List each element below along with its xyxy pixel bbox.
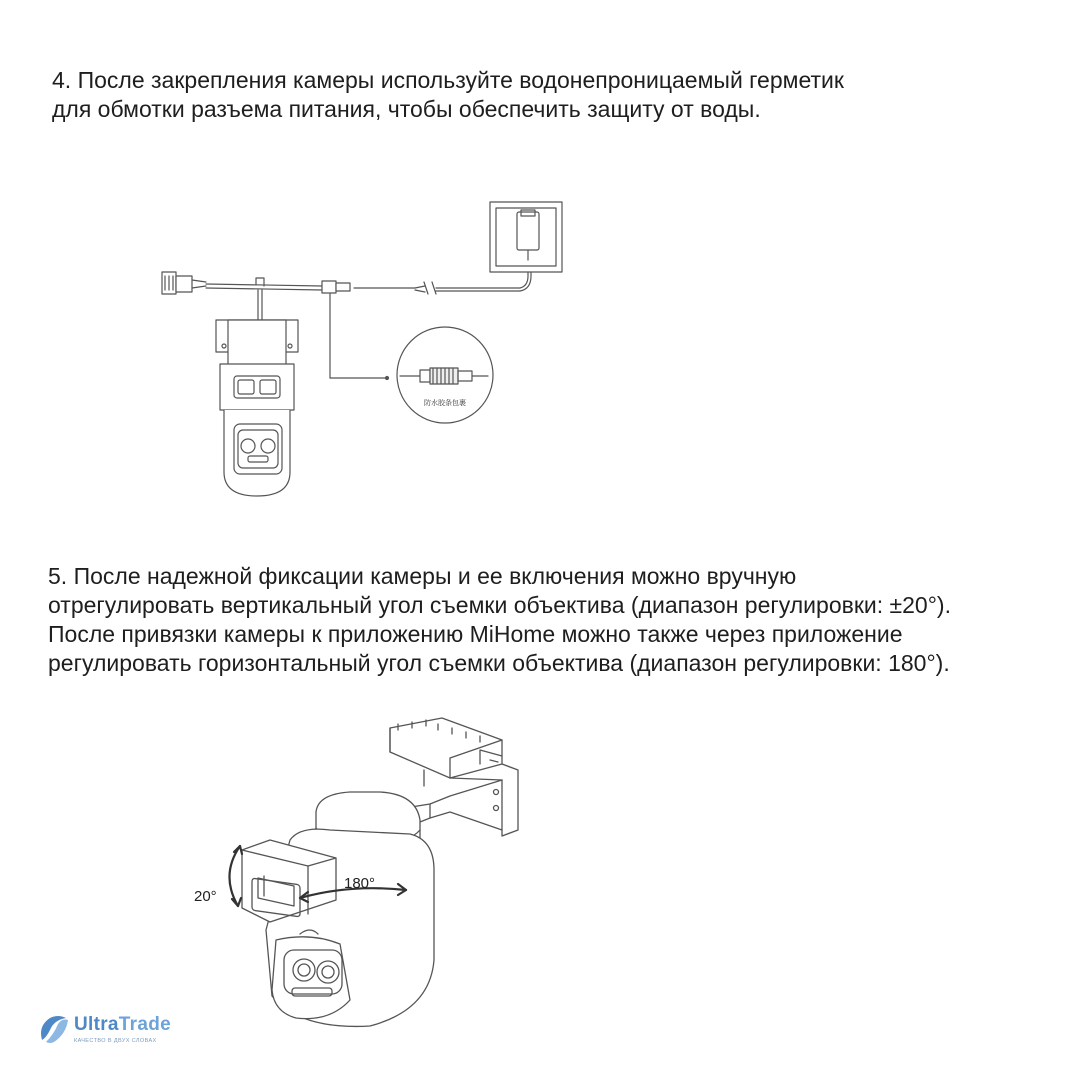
step-5-line-3: После привязки камеры к приложению MiHome можно также через приложение	[48, 621, 903, 647]
logo-word-trade: Trade	[118, 1014, 171, 1035]
step-5-line-1: 5. После надежной фиксации камеры и ее включения можно вручную	[48, 563, 797, 589]
vertical-angle-label: 20°	[194, 888, 217, 905]
camera-front-icon	[216, 320, 298, 496]
step-5-instruction	[48, 562, 951, 678]
waterproof-wiring-diagram	[140, 190, 600, 520]
vertical-tilt-arrow-icon	[229, 846, 242, 906]
waterproof-tape-callout	[397, 327, 493, 423]
step-5-line-4: регулировать горизонтальный угол съемки объектива (диапазон регулировки: 180°).	[48, 650, 950, 676]
ultratrade-logo	[36, 1012, 206, 1052]
step-4-line-2: для обмотки разъема питания, чтобы обеспечить защиту от воды.	[52, 96, 761, 122]
power-connector-icon	[322, 281, 350, 293]
logo-tagline: КАЧЕСТВО В ДВУХ СЛОВАХ	[74, 1038, 157, 1044]
camera-body-icon	[242, 792, 434, 1026]
ultratrade-logo-icon	[36, 1012, 70, 1046]
step-5-line-2: отрегулировать вертикальный угол съемки объектива (диапазон регулировки: ±20°).	[48, 592, 951, 618]
logo-wordmark	[74, 1014, 171, 1036]
step-4-instruction	[52, 66, 844, 124]
step-4-line-1: 4. После закрепления камеры используйте водонепроницаемый герметик	[52, 67, 844, 93]
waterproof-tape-caption: 防水胶条包裹	[424, 399, 466, 407]
wall-socket-adapter-icon	[490, 202, 562, 272]
ethernet-plug-icon	[162, 272, 206, 294]
camera-angle-diagram	[180, 700, 540, 1050]
logo-word-ultra: Ultra	[74, 1014, 119, 1035]
horizontal-angle-label: 180°	[344, 875, 376, 892]
